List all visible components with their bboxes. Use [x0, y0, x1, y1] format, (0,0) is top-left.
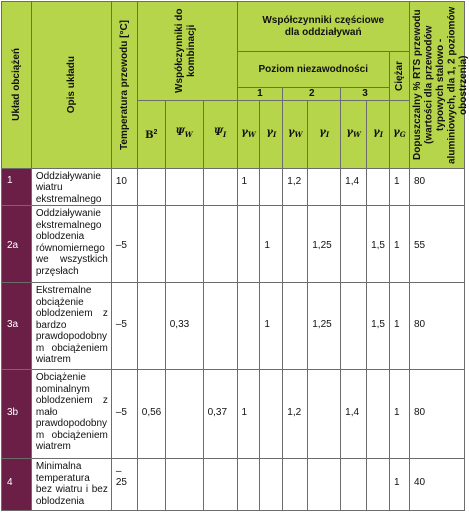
row-description: Oddziaływanie wiatru ekstremalnego	[31, 168, 111, 206]
row-temperature: – 25	[111, 459, 137, 511]
load-combinations-table	[1, 1, 469, 511]
row-b2: 0,56	[137, 370, 165, 459]
header-wspolczynniki-czesciowe-line1: Współczynniki częściowe	[262, 15, 385, 26]
row-gamma-g: 1	[390, 283, 410, 370]
row-description: Minimalna temperatura bez wiatru i bez oblodzenia	[31, 459, 111, 511]
table-row	[2, 459, 465, 511]
table-row	[2, 370, 465, 459]
header-psi-i	[203, 100, 237, 168]
row-gamma-w-3	[341, 206, 367, 283]
symbol-psi: Ψ	[213, 127, 223, 139]
symbol-sub-i: I	[273, 130, 277, 140]
row-gamma-i-3	[367, 459, 390, 511]
row-description: Oddziaływanie ekstremalnego oblodzenia równomiernego we wszystkich przęsłach	[31, 206, 111, 283]
row-rts: 80	[409, 168, 464, 206]
row-temperature: 10	[111, 168, 137, 206]
row-gamma-g: 1	[390, 370, 410, 459]
row-gamma-w-3	[341, 283, 367, 370]
row-rts: 80	[409, 283, 464, 370]
row-gamma-w-3: 1,4	[341, 168, 367, 206]
row-b2	[137, 283, 165, 370]
symbol-sub-w: W	[247, 130, 256, 140]
row-temperature: –5	[111, 283, 137, 370]
header-dopuszczalny-label: Dopuszczalny % RTS przewodu (wartości dla przewodów typowych stalowo - aluminiowych, dla 1, 2 poziomów obostrzenia)	[411, 6, 469, 164]
symbol-psi: Ψ	[175, 127, 185, 139]
row-gamma-i-1	[260, 168, 283, 206]
row-b2	[137, 459, 165, 511]
row-gamma-i-1: 1	[260, 206, 283, 283]
row-gamma-i-3: 1,5	[367, 206, 390, 283]
symbol-sub-i: I	[222, 130, 227, 140]
row-gamma-w-2	[283, 459, 308, 511]
row-gamma-g: 1	[390, 168, 410, 206]
symbol-gamma: γ	[373, 127, 380, 139]
table-row	[2, 206, 465, 283]
row-gamma-g: 1	[390, 206, 410, 283]
row-id: 3b	[2, 370, 32, 459]
row-gamma-i-3: 1,5	[367, 283, 390, 370]
row-psi-i	[203, 283, 237, 370]
row-gamma-i-3	[367, 168, 390, 206]
row-id: 1	[2, 168, 32, 206]
header-poziom-3: 3	[341, 88, 390, 101]
symbol-gamma: γ	[346, 127, 353, 139]
header-poziom-2: 2	[283, 88, 341, 101]
symbol-sub-w: W	[294, 130, 303, 140]
row-gamma-w-2	[283, 206, 308, 283]
symbol-sub-w: W	[184, 130, 193, 140]
header-gamma-i-2	[308, 100, 341, 168]
header-uklad	[2, 2, 32, 169]
row-psi-w	[165, 459, 203, 511]
row-gamma-w-1	[237, 206, 260, 283]
row-gamma-w-2	[283, 283, 308, 370]
row-gamma-w-1	[237, 459, 260, 511]
header-gamma-w-1	[237, 100, 260, 168]
row-id: 2a	[2, 206, 32, 283]
header-wspolczynniki-kombinacji	[137, 2, 237, 101]
header-wspolczynniki-czesciowe	[237, 2, 409, 52]
row-rts: 80	[409, 370, 464, 459]
table-row	[2, 168, 465, 206]
header-temperatura	[111, 2, 137, 169]
header-ciezar	[390, 52, 410, 101]
header-poziom-niezawodnosci: Poziom niezawodności	[237, 52, 390, 88]
row-gamma-i-2	[308, 459, 341, 511]
row-gamma-i-2	[308, 168, 341, 206]
row-psi-i: 0,37	[203, 370, 237, 459]
row-psi-i	[203, 459, 237, 511]
row-psi-w	[165, 206, 203, 283]
header-poziom-1: 1	[237, 88, 283, 101]
row-gamma-w-1	[237, 283, 260, 370]
header-gamma-g	[390, 100, 410, 168]
row-id: 3a	[2, 283, 32, 370]
row-temperature: –5	[111, 370, 137, 459]
row-gamma-g: 1	[390, 459, 410, 511]
row-rts: 40	[409, 459, 464, 511]
row-b2	[137, 168, 165, 206]
header-b2	[137, 100, 165, 168]
row-description: Obciążenie nominalnym oblodzeniem z mało prawdopodobny m obciążeniem wiatrem	[31, 370, 111, 459]
row-gamma-w-2: 1,2	[283, 168, 308, 206]
row-psi-w	[165, 168, 203, 206]
header-dopuszczalny	[409, 2, 469, 169]
row-psi-w	[165, 370, 203, 459]
row-gamma-w-3: 1,4	[341, 370, 367, 459]
row-gamma-i-1: 1	[260, 283, 283, 370]
row-psi-i	[203, 168, 237, 206]
row-gamma-w-1: 1	[237, 168, 260, 206]
header-gamma-w-3	[341, 100, 367, 168]
table-row	[2, 283, 465, 370]
header-uklad-label: Układ obciążeń	[10, 48, 22, 122]
header-gamma-w-2	[283, 100, 308, 168]
row-psi-i	[203, 206, 237, 283]
header-wspolczynniki-czesciowe-line2: dla oddziaływań	[284, 26, 362, 38]
symbol-gamma: γ	[241, 127, 248, 139]
row-psi-w: 0,33	[165, 283, 203, 370]
symbol-gamma: γ	[393, 127, 400, 139]
row-gamma-i-2: 1,25	[308, 283, 341, 370]
row-gamma-i-1	[260, 459, 283, 511]
header-gamma-i-1	[260, 100, 283, 168]
header-temperatura-label: Temperatura przewodu [°C]	[118, 19, 130, 150]
row-gamma-i-2: 1,25	[308, 206, 341, 283]
symbol-gamma: γ	[288, 127, 295, 139]
row-id: 4	[2, 459, 32, 511]
row-rts: 55	[409, 206, 464, 283]
symbol-sub-i: I	[325, 130, 330, 140]
row-gamma-i-3	[367, 370, 390, 459]
header-gamma-i-3	[367, 100, 390, 168]
header-ciezar-label: Ciężar	[393, 60, 405, 91]
row-gamma-w-2: 1,2	[283, 370, 308, 459]
symbol-gamma: γ	[319, 127, 326, 139]
symbol-sub-i: I	[379, 130, 383, 140]
symbol-sub-g: G	[399, 130, 406, 140]
header-psi-w	[165, 100, 203, 168]
row-temperature: –5	[111, 206, 137, 283]
symbol-b: B	[145, 129, 154, 141]
header-opis	[31, 2, 111, 169]
row-b2	[137, 206, 165, 283]
symbol-sub-w: W	[352, 130, 361, 140]
row-gamma-w-1: 1	[237, 370, 260, 459]
symbol-b-exponent: 2	[153, 128, 158, 136]
load-table-wrapper	[1, 1, 469, 511]
row-gamma-i-2	[308, 370, 341, 459]
header-opis-label: Opis układu	[65, 56, 77, 114]
header-wspolczynniki-kombinacji-label: Współczynniki do kombinacji	[174, 8, 198, 93]
symbol-gamma: γ	[266, 127, 274, 139]
row-gamma-i-1	[260, 370, 283, 459]
row-description: Ekstremalne obciążenie oblodzeniem z bardzo prawdopodobny m obciążeniem wiatrem	[31, 283, 111, 370]
row-gamma-w-3	[341, 459, 367, 511]
